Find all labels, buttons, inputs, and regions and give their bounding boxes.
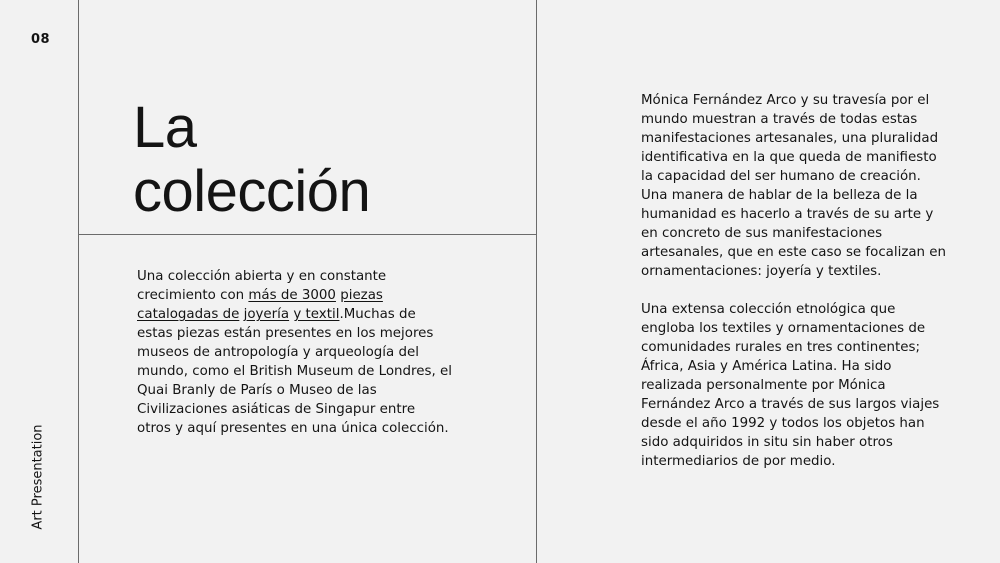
presentation-label: Art Presentation <box>30 424 46 530</box>
title-line-2: colección <box>133 159 371 224</box>
paragraph-1-lead: Mónica Fernández Arco y su travesía por el mundo <box>641 93 930 127</box>
author-description <box>641 91 951 490</box>
page-number: 08 <box>31 32 51 47</box>
title-line-1: La <box>133 95 197 160</box>
intro-text: Una colección abierta y en constante crecimiento con <box>137 269 387 303</box>
title-divider-line <box>78 234 537 235</box>
slide-title <box>133 96 370 224</box>
collection-description <box>137 267 453 438</box>
paragraph-2: Una extensa colección etnológica que engloba los textiles y ornamentaciones de comunidades rurales en tres continentes; África, Asia y América Latina. Ha sido realizada personalmente por Mónica Fernández Arco a través de sus largos viajes desde el año 1992 y todos los objetos han sido adquiridos in situ sin haber otros intermediarios de por medio. <box>641 302 940 469</box>
paragraph-1 <box>641 91 951 281</box>
link-textile[interactable]: y textil <box>293 307 340 322</box>
paragraph-1-rest: muestran a través de todas estas manifestaciones artesanales, una pluralidad identificativa en la que queda de manifiesto la capacidad del ser humano de creación. Una manera de hablar de la belleza de la humanidad es hacerlo a través de su arte y en concreto de sus manifestaciones artesanales, que en este caso se focalizan en ornamentaciones: joyería y textiles. <box>641 112 947 279</box>
link-jewelry[interactable]: joyería <box>243 307 290 322</box>
link-pieces[interactable]: piezas <box>340 288 383 303</box>
description-rest: .Muchas de estas piezas están presentes en los mejores museos de antropología y arqueología del mundo, como el British Museum de Londres, el Quai Branly de París o Museo de las Civilizaciones asiáticas de Singapur entre otros y aquí presentes en una única colección. <box>137 307 452 436</box>
link-catalogued[interactable]: catalogadas de <box>137 307 240 322</box>
link-count[interactable]: más de 3000 <box>248 288 336 303</box>
center-divider-line <box>536 0 537 563</box>
left-divider-line <box>78 0 79 563</box>
